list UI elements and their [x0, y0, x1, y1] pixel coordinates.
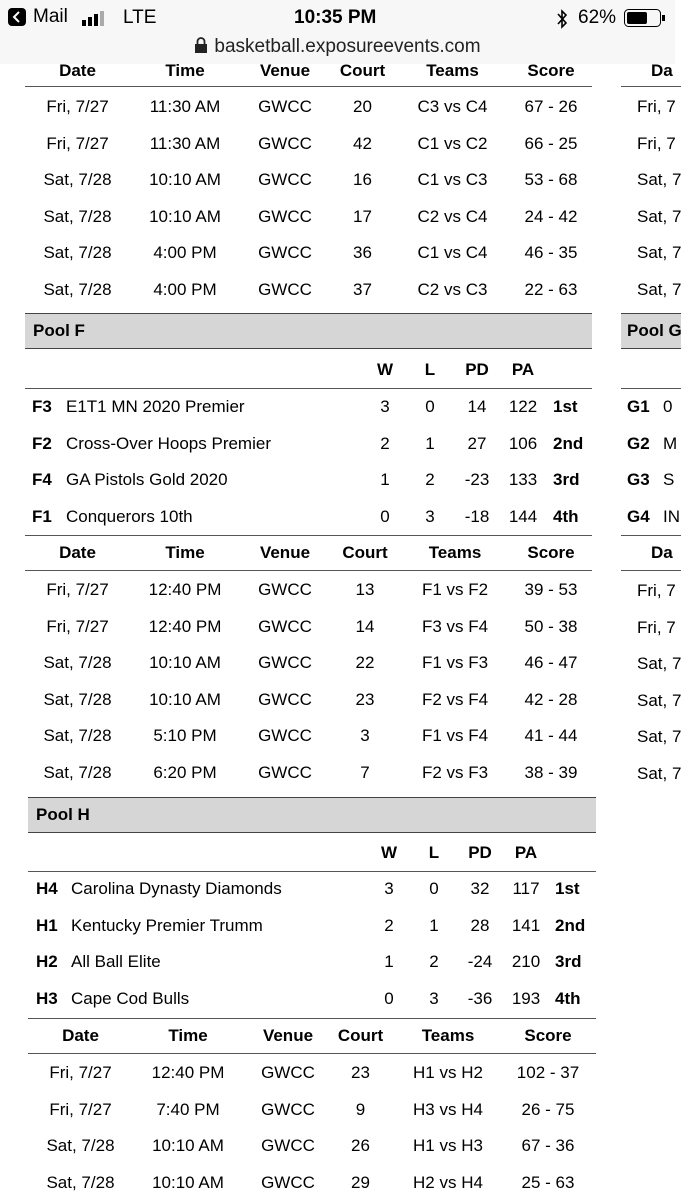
date-cell: Sat, 7 [637, 207, 681, 227]
wins: 2 [370, 434, 400, 454]
cell-score: 26 - 75 [503, 1100, 593, 1120]
team-name[interactable]: E1T1 MN 2020 Premier [66, 397, 245, 417]
cell-time: 4:00 PM [130, 243, 240, 263]
cell-teams: F2 vs F3 [400, 763, 510, 783]
losses: 2 [415, 470, 445, 490]
seed-label: H1 [36, 916, 58, 936]
standing-row [25, 462, 592, 499]
team-name[interactable]: Carolina Dynasty Diamonds [71, 879, 282, 899]
cell-time: 4:00 PM [130, 280, 240, 300]
cell-court: 29 [328, 1173, 393, 1193]
game-row [25, 755, 592, 792]
game-row [25, 235, 592, 272]
cell-time: 6:20 PM [130, 763, 240, 783]
team-name[interactable]: S [663, 470, 674, 490]
standing-row [25, 426, 592, 463]
col-date: Date [25, 61, 130, 81]
points-against: 193 [506, 989, 546, 1009]
lock-icon [194, 37, 208, 53]
place: 2nd [555, 916, 585, 936]
team-name[interactable]: All Ball Elite [71, 952, 161, 972]
cell-teams: F2 vs F4 [400, 690, 510, 710]
top-games-header [25, 52, 592, 87]
point-diff: -36 [460, 989, 500, 1009]
col-date: Date [28, 1026, 133, 1046]
battery-icon [624, 9, 666, 27]
cell-venue: GWCC [240, 726, 330, 746]
cell-court: 16 [330, 170, 395, 190]
team-name[interactable]: M [663, 434, 677, 454]
cell-venue: GWCC [240, 580, 330, 600]
cell-court: 23 [328, 1063, 393, 1083]
place: 1st [555, 879, 580, 899]
point-diff: 27 [457, 434, 497, 454]
cell-time: 12:40 PM [133, 1063, 243, 1083]
team-name[interactable]: IN [663, 507, 680, 527]
standing-row [28, 981, 595, 1018]
col-court: Court [328, 1026, 393, 1046]
cell-score: 22 - 63 [510, 280, 592, 300]
col-score: Score [510, 61, 592, 81]
wins: 0 [374, 989, 404, 1009]
pool-g-title: Pool G [627, 321, 682, 341]
game-row [25, 609, 592, 646]
cell-venue: GWCC [240, 134, 330, 154]
point-diff: 14 [457, 397, 497, 417]
losses: 2 [419, 952, 449, 972]
points-against: 122 [503, 397, 543, 417]
col-teams: Teams [400, 543, 510, 563]
point-diff: -24 [460, 952, 500, 972]
cell-court: 36 [330, 243, 395, 263]
cell-date: Sat, 7/28 [28, 1173, 133, 1193]
cell-court: 3 [330, 726, 400, 746]
game-row [28, 1092, 595, 1129]
team-name[interactable]: 0 [663, 397, 672, 417]
status-bar [0, 0, 675, 36]
cell-score: 46 - 47 [510, 653, 592, 673]
cell-score: 46 - 35 [510, 243, 592, 263]
cell-court: 20 [330, 97, 395, 117]
cell-time: 10:10 AM [133, 1173, 243, 1193]
pool-g-standings-header [621, 350, 681, 389]
cell-venue: GWCC [243, 1136, 333, 1156]
clock: 10:35 PM [294, 7, 376, 29]
point-diff: 28 [460, 916, 500, 936]
col-pa: PA [503, 360, 543, 380]
seed-label: G2 [627, 434, 650, 454]
seed-label: H4 [36, 879, 58, 899]
col-time: Time [133, 1026, 243, 1046]
standing-row [28, 871, 595, 908]
col-venue: Venue [240, 61, 330, 81]
date-cell: Fri, 7 [637, 97, 676, 117]
losses: 0 [419, 879, 449, 899]
game-row [25, 572, 592, 609]
game-row [28, 1128, 595, 1165]
game-row [25, 89, 592, 126]
cell-venue: GWCC [240, 617, 330, 637]
place: 3rd [555, 952, 581, 972]
signal-icon [82, 10, 110, 26]
cell-time: 12:40 PM [130, 580, 240, 600]
point-diff: -18 [457, 507, 497, 527]
col-date: Date [25, 543, 130, 563]
cell-time: 11:30 AM [130, 134, 240, 154]
col-time: Time [130, 543, 240, 563]
col-w: W [374, 843, 404, 863]
seed-label: G3 [627, 470, 650, 490]
cell-court: 9 [328, 1100, 393, 1120]
col-l: L [415, 360, 445, 380]
cell-venue: GWCC [243, 1173, 333, 1193]
bluetooth-icon [556, 9, 568, 29]
pool-h-title: Pool H [36, 805, 90, 825]
cell-score: 67 - 26 [510, 97, 592, 117]
team-name[interactable]: Conquerors 10th [66, 507, 193, 527]
pool-g-header [621, 313, 681, 349]
cell-date: Fri, 7/27 [25, 97, 130, 117]
cell-court: 17 [330, 207, 395, 227]
cell-date: Sat, 7/28 [25, 243, 130, 263]
cell-date: Fri, 7/27 [25, 580, 130, 600]
cell-venue: GWCC [243, 1063, 333, 1083]
cell-date: Sat, 7/28 [25, 690, 130, 710]
game-row [25, 682, 592, 719]
pool-g-games-header [621, 535, 681, 571]
cell-score: 24 - 42 [510, 207, 592, 227]
col-venue: Venue [240, 543, 330, 563]
game-row [28, 1055, 595, 1092]
col-score: Score [510, 543, 592, 563]
losses: 3 [419, 989, 449, 1009]
points-against: 117 [506, 879, 546, 899]
place: 4th [555, 989, 581, 1009]
date-cell: Sat, 7 [637, 243, 681, 263]
cell-venue: GWCC [240, 97, 330, 117]
cell-teams: F3 vs F4 [400, 617, 510, 637]
pool-g-top-header [621, 52, 681, 87]
points-against: 133 [503, 470, 543, 490]
cell-score: 102 - 37 [503, 1063, 593, 1083]
cell-time: 12:40 PM [130, 617, 240, 637]
cell-date: Fri, 7/27 [25, 134, 130, 154]
cell-teams: C1 vs C4 [395, 243, 510, 263]
wins: 0 [370, 507, 400, 527]
col-date-partial: Da [651, 61, 673, 81]
seed-label: F3 [32, 397, 52, 417]
battery-percent: 62% [578, 7, 616, 29]
cell-teams: C2 vs C3 [395, 280, 510, 300]
col-l: L [419, 843, 449, 863]
date-cell: Fri, 7 [637, 581, 676, 601]
game-row [25, 199, 592, 236]
pool-h-standings-header [28, 833, 596, 872]
place: 1st [553, 397, 578, 417]
cell-teams: H2 vs H4 [393, 1173, 503, 1193]
losses: 0 [415, 397, 445, 417]
cell-score: 67 - 36 [503, 1136, 593, 1156]
game-row [25, 718, 592, 755]
cell-date: Sat, 7/28 [25, 653, 130, 673]
seed-label: G1 [627, 397, 650, 417]
back-arrow-icon [8, 8, 26, 26]
date-cell: Fri, 7 [637, 618, 676, 638]
pool-f-standings-header [25, 350, 592, 389]
cell-teams: C2 vs C4 [395, 207, 510, 227]
col-time: Time [130, 61, 240, 81]
cell-time: 10:10 AM [130, 170, 240, 190]
losses: 3 [415, 507, 445, 527]
points-against: 210 [506, 952, 546, 972]
cell-court: 23 [330, 690, 400, 710]
points-against: 141 [506, 916, 546, 936]
cell-score: 66 - 25 [510, 134, 592, 154]
cell-score: 39 - 53 [510, 580, 592, 600]
cell-score: 38 - 39 [510, 763, 592, 783]
date-cell: Sat, 7 [637, 654, 681, 674]
date-cell: Sat, 7 [637, 170, 681, 190]
standing-row [25, 499, 592, 536]
col-court: Court [330, 61, 395, 81]
team-name[interactable]: Kentucky Premier Trumm [71, 916, 263, 936]
pool-f-games-header [25, 535, 592, 571]
losses: 1 [415, 434, 445, 454]
place: 3rd [553, 470, 579, 490]
points-against: 106 [503, 434, 543, 454]
pool-h-games-header [28, 1018, 596, 1054]
cell-score: 42 - 28 [510, 690, 592, 710]
cell-court: 14 [330, 617, 400, 637]
cell-venue: GWCC [240, 170, 330, 190]
cell-teams: H1 vs H2 [393, 1063, 503, 1083]
point-diff: 32 [460, 879, 500, 899]
col-pd: PD [457, 360, 497, 380]
game-row [25, 272, 592, 309]
cell-venue: GWCC [240, 690, 330, 710]
col-teams: Teams [393, 1026, 503, 1046]
standing-row [28, 908, 595, 945]
cell-score: 53 - 68 [510, 170, 592, 190]
cell-time: 7:40 PM [133, 1100, 243, 1120]
cell-teams: F1 vs F2 [400, 580, 510, 600]
cell-court: 26 [328, 1136, 393, 1156]
date-cell: Sat, 7 [637, 764, 681, 784]
cell-venue: GWCC [243, 1100, 333, 1120]
col-pa: PA [506, 843, 546, 863]
game-row [28, 1165, 595, 1201]
cell-date: Fri, 7/27 [25, 617, 130, 637]
cell-time: 10:10 AM [130, 653, 240, 673]
game-row [25, 162, 592, 199]
cell-date: Sat, 7/28 [25, 280, 130, 300]
wins: 3 [370, 397, 400, 417]
col-pd: PD [460, 843, 500, 863]
cell-date: Sat, 7/28 [28, 1136, 133, 1156]
cell-score: 41 - 44 [510, 726, 592, 746]
cell-time: 5:10 PM [130, 726, 240, 746]
col-venue: Venue [243, 1026, 333, 1046]
cell-date: Sat, 7/28 [25, 170, 130, 190]
cell-court: 7 [330, 763, 400, 783]
cell-venue: GWCC [240, 763, 330, 783]
cell-venue: GWCC [240, 280, 330, 300]
cell-score: 25 - 63 [503, 1173, 593, 1193]
date-cell: Sat, 7 [637, 280, 681, 300]
losses: 1 [419, 916, 449, 936]
game-row [25, 645, 592, 682]
points-against: 144 [503, 507, 543, 527]
cell-teams: C3 vs C4 [395, 97, 510, 117]
cell-venue: GWCC [240, 243, 330, 263]
seed-label: H3 [36, 989, 58, 1009]
seed-label: F4 [32, 470, 52, 490]
seed-label: H2 [36, 952, 58, 972]
url-text: basketball.exposureevents.com [214, 36, 480, 57]
date-cell: Sat, 7 [637, 691, 681, 711]
wins: 1 [374, 952, 404, 972]
cell-court: 42 [330, 134, 395, 154]
pool-f-header [25, 313, 592, 349]
place: 2nd [553, 434, 583, 454]
wins: 1 [370, 470, 400, 490]
cell-venue: GWCC [240, 207, 330, 227]
cell-time: 10:10 AM [130, 690, 240, 710]
place: 4th [553, 507, 579, 527]
cell-date: Fri, 7/27 [28, 1100, 133, 1120]
cell-court: 13 [330, 580, 400, 600]
pool-g-partial [621, 52, 675, 792]
date-cell: Sat, 7 [637, 727, 681, 747]
seed-label: F1 [32, 507, 52, 527]
col-court: Court [330, 543, 400, 563]
game-row [25, 126, 592, 163]
cell-court: 22 [330, 653, 400, 673]
pool-f-title: Pool F [33, 321, 85, 341]
team-name[interactable]: Cape Cod Bulls [71, 989, 189, 1009]
cell-date: Fri, 7/27 [28, 1063, 133, 1083]
cell-score: 50 - 38 [510, 617, 592, 637]
cell-date: Sat, 7/28 [25, 763, 130, 783]
carrier-label: LTE [123, 7, 156, 29]
cell-teams: C1 vs C3 [395, 170, 510, 190]
standing-row [25, 389, 592, 426]
wins: 2 [374, 916, 404, 936]
team-name[interactable]: Cross-Over Hoops Premier [66, 434, 271, 454]
col-date-partial: Da [651, 543, 673, 563]
point-diff: -23 [457, 470, 497, 490]
cell-time: 10:10 AM [133, 1136, 243, 1156]
seed-label: F2 [32, 434, 52, 454]
cell-teams: F1 vs F4 [400, 726, 510, 746]
seed-label: G4 [627, 507, 650, 527]
cell-date: Sat, 7/28 [25, 207, 130, 227]
back-app-label: Mail [33, 6, 68, 28]
cell-venue: GWCC [240, 653, 330, 673]
pool-h-header [28, 797, 596, 833]
col-w: W [370, 360, 400, 380]
wins: 3 [374, 879, 404, 899]
team-name[interactable]: GA Pistols Gold 2020 [66, 470, 228, 490]
cell-teams: H3 vs H4 [393, 1100, 503, 1120]
standing-row [28, 944, 595, 981]
cell-teams: H1 vs H3 [393, 1136, 503, 1156]
col-teams: Teams [395, 61, 510, 81]
cell-time: 11:30 AM [130, 97, 240, 117]
col-score: Score [503, 1026, 593, 1046]
cell-teams: F1 vs F3 [400, 653, 510, 673]
date-cell: Fri, 7 [637, 134, 676, 154]
cell-time: 10:10 AM [130, 207, 240, 227]
cell-date: Sat, 7/28 [25, 726, 130, 746]
cell-court: 37 [330, 280, 395, 300]
cell-teams: C1 vs C2 [395, 134, 510, 154]
